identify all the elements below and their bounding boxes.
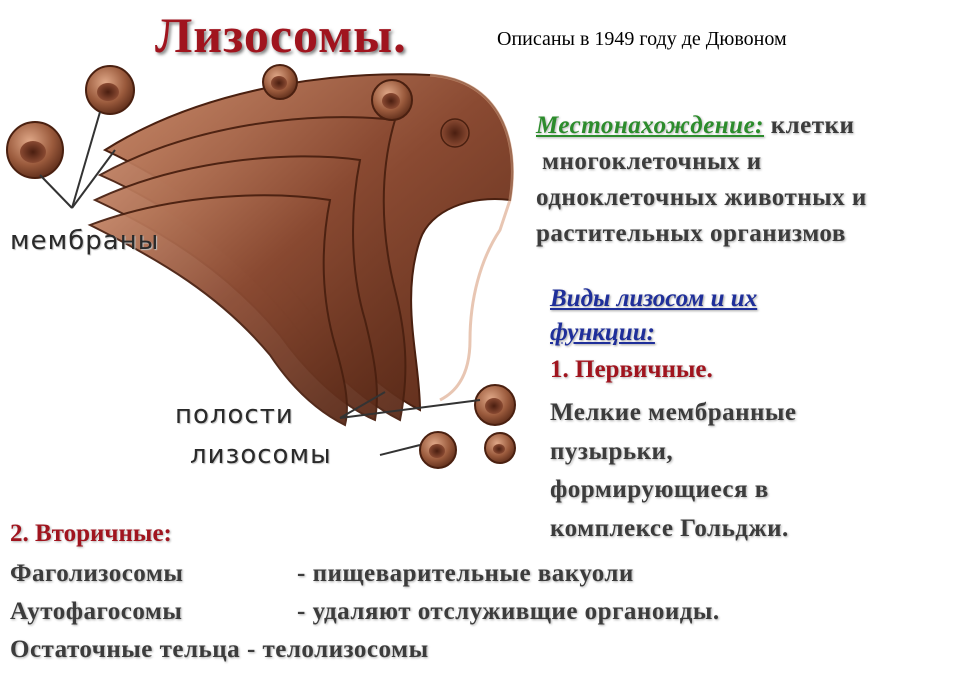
primary-desc-line: Мелкие мембранные xyxy=(550,399,797,426)
secondary-term: Аутофагосомы xyxy=(10,598,183,625)
types-heading-line2: функции: xyxy=(550,319,655,346)
secondary-row xyxy=(10,560,634,588)
primary-desc-line: пузырьки, xyxy=(550,437,674,465)
secondary-desc: - удаляют отслуживщие органоиды. xyxy=(297,598,720,625)
primary-desc-line: комплексе Гольджи. xyxy=(550,514,789,542)
primary-label: 1. Первичные. xyxy=(550,356,713,383)
cavities-label-line2: лизосомы xyxy=(190,440,332,470)
location-line-1-text: клетки xyxy=(764,112,855,139)
secondary-desc: - телолизосомы xyxy=(246,636,429,663)
location-line-1 xyxy=(536,108,854,144)
secondary-term: Остаточные тельца xyxy=(10,636,241,663)
types-heading xyxy=(550,282,757,350)
subtitle: Описаны в 1949 году де Дювоном xyxy=(497,28,787,50)
secondary-desc: - пищеварительные вакуоли xyxy=(297,560,634,587)
secondary-row xyxy=(10,598,720,626)
membranes-label: мембраны xyxy=(10,226,160,256)
location-heading: Местонахождение: xyxy=(536,112,764,139)
page-title: Лизосомы. xyxy=(155,7,407,63)
secondary-term: Фаголизосомы xyxy=(10,560,184,587)
secondary-row xyxy=(10,636,429,664)
golgi-lysosome-illustration xyxy=(0,40,540,500)
types-heading-line1: Виды лизосом и их xyxy=(550,285,758,312)
secondary-label: 2. Вторичные: xyxy=(10,520,172,547)
location-line-4: растительных организмов xyxy=(536,220,846,247)
primary-description xyxy=(550,394,950,548)
location-line-2: многоклеточных и xyxy=(542,148,762,175)
cavities-label-line1: полости xyxy=(175,400,294,430)
location-line-3: одноклеточных животных и xyxy=(536,184,867,211)
primary-desc-line: формирующиеся в xyxy=(550,476,769,503)
